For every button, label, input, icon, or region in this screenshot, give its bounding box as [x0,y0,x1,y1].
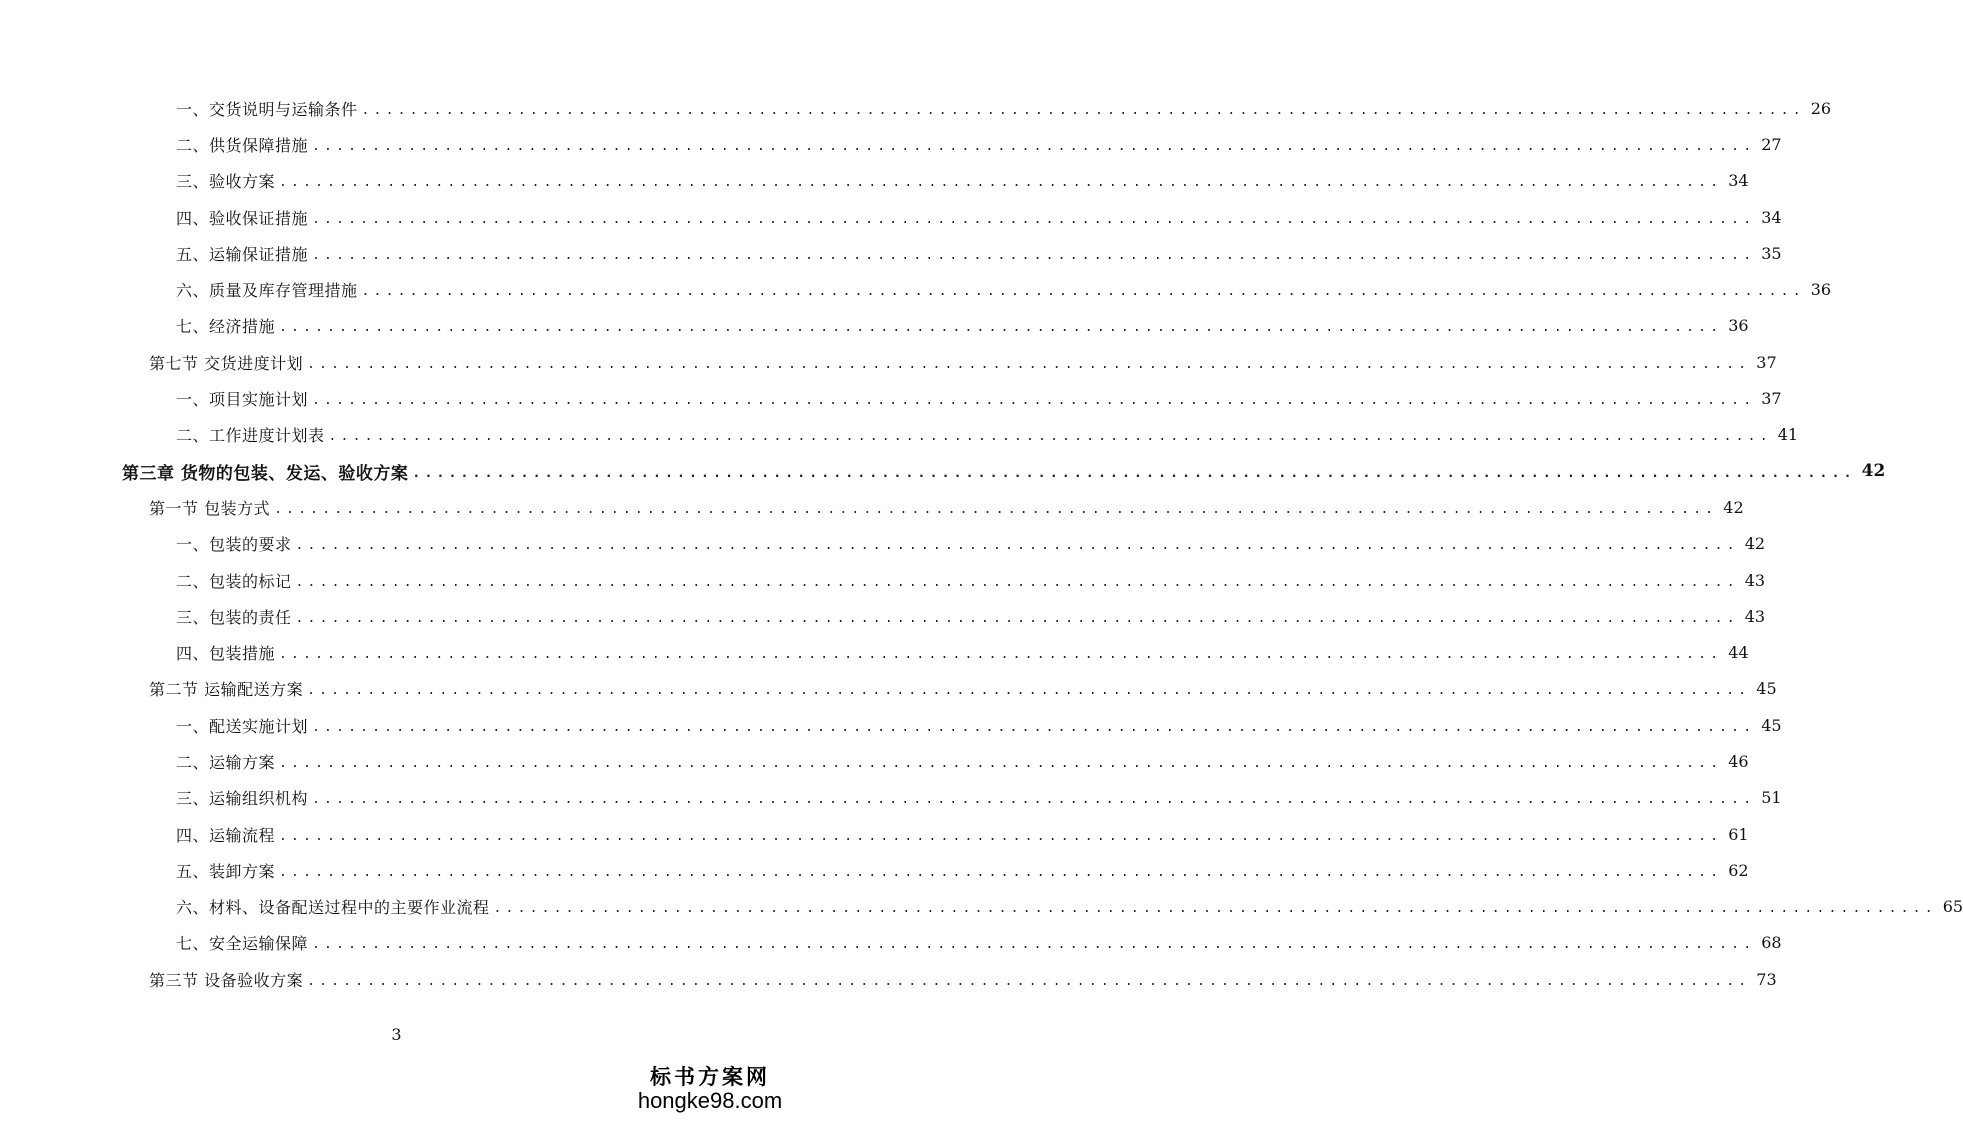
toc-dot-leader: ........................................................................................................................ [312,211,1756,227]
toc-entry-page: 34 [1728,171,1749,191]
toc-dot-leader: ........................................................................................................................ [412,465,1856,481]
toc-entry[interactable] [0,489,1744,525]
toc-entry[interactable] [0,90,1832,126]
toc-entry[interactable] [0,743,1749,779]
toc-dot-leader: ........................................................................................................................ [312,719,1756,735]
toc-entry[interactable] [0,780,1782,816]
toc-entry-title: 四、包装措施 [176,644,276,664]
toc-entry-title: 第一节 包装方式 [149,498,271,518]
toc-dot-leader: ........................................................................................................................ [279,647,1723,663]
toc-dot-leader: ........................................................................................................................ [295,610,1739,626]
toc-dot-leader: ........................................................................................................................ [279,828,1723,844]
toc-entry-title: 三、运输组织机构 [176,789,309,809]
toc-entry-title: 三、包装的责任 [176,607,292,627]
toc-dot-leader: ........................................................................................................................ [307,973,1751,989]
toc-entry-title: 第三节 设备验收方案 [149,970,304,990]
toc-entry-title: 二、供货保障措施 [176,135,309,155]
toc-dot-leader: ........................................................................................................................ [312,792,1756,808]
toc-entry[interactable] [0,163,1749,199]
toc-entry-page: 61 [1728,824,1749,844]
toc-entry[interactable] [0,235,1782,271]
toc-entry-title: 四、运输流程 [176,825,276,845]
toc-entry[interactable] [0,852,1749,888]
table-of-contents [0,90,1963,997]
toc-dot-leader: ........................................................................................................................ [279,864,1723,880]
toc-entry-page: 34 [1761,207,1782,227]
toc-entry-title: 六、材料、设备配送过程中的主要作业流程 [176,898,490,918]
toc-entry-title: 二、工作进度计划表 [176,426,325,446]
toc-entry[interactable] [0,707,1782,743]
toc-entry[interactable] [0,562,1766,598]
toc-dot-leader: ........................................................................................................................ [312,393,1756,409]
toc-entry-title: 七、经济措施 [176,317,276,337]
toc-entry-page: 45 [1756,679,1777,699]
toc-dot-leader: ........................................................................................................................ [307,356,1751,372]
toc-entry-page: 51 [1761,788,1782,808]
toc-entry[interactable] [0,634,1749,670]
toc-dot-leader: ........................................................................................................................ [312,937,1756,953]
toc-dot-leader: ........................................................................................................................ [361,284,1805,300]
toc-dot-leader: ........................................................................................................................ [295,538,1739,554]
toc-dot-leader: ........................................................................................................................ [307,683,1751,699]
toc-entry[interactable] [0,380,1782,416]
toc-entry-page: 45 [1761,715,1782,735]
toc-entry-page: 26 [1810,98,1832,118]
toc-entry-page: 37 [1761,389,1782,409]
toc-entry-page: 27 [1761,134,1782,154]
toc-entry-page: 68 [1761,933,1782,953]
toc-entry-title: 一、包装的要求 [176,535,292,555]
toc-entry-page: 46 [1728,751,1749,771]
toc-entry[interactable] [0,126,1782,162]
toc-dot-leader: ........................................................................................................................ [493,901,1937,917]
watermark-logo [635,1067,785,1112]
toc-dot-leader: ........................................................................................................................ [295,574,1739,590]
toc-dot-leader: ........................................................................................................................ [312,247,1756,263]
toc-entry-title: 六、质量及库存管理措施 [176,281,358,301]
toc-dot-leader: ........................................................................................................................ [279,175,1723,191]
toc-dot-leader: ........................................................................................................................ [361,102,1805,118]
toc-entry[interactable] [0,889,1963,925]
toc-dot-leader: ........................................................................................................................ [328,429,1772,445]
toc-entry-page: 42 [1744,534,1766,554]
toc-dot-leader: ........................................................................................................................ [279,755,1723,771]
toc-entry[interactable] [0,961,1777,997]
toc-entry-page: 37 [1756,352,1777,372]
toc-entry-title: 三、验收方案 [176,172,276,192]
toc-entry-page: 62 [1728,860,1749,880]
toc-entry[interactable] [0,271,1832,307]
toc-entry-page: 36 [1728,316,1749,336]
toc-entry-title: 二、包装的标记 [176,571,292,591]
page-number: 3 [391,1025,402,1044]
toc-dot-leader: ........................................................................................................................ [279,320,1723,336]
toc-entry[interactable] [0,453,1886,489]
toc-entry[interactable] [0,308,1749,344]
toc-entry-page: 43 [1744,606,1766,626]
toc-entry[interactable] [0,417,1799,453]
toc-dot-leader: ........................................................................................................................ [274,501,1718,517]
toc-entry-title: 四、验收保证措施 [176,208,309,228]
toc-entry-page: 43 [1744,570,1766,590]
toc-dot-leader: ........................................................................................................................ [312,138,1756,154]
watermark-url: hongke98.com [637,1088,783,1113]
toc-entry-title: 第二节 运输配送方案 [149,680,304,700]
toc-entry-title: 五、装卸方案 [176,861,276,881]
toc-entry-page: 35 [1761,243,1782,263]
toc-entry-page: 73 [1756,969,1777,989]
toc-entry-page: 44 [1728,643,1749,663]
toc-entry-page: 65 [1942,897,1963,917]
toc-entry-page: 42 [1861,461,1886,482]
toc-entry-title: 二、运输方案 [176,752,276,772]
toc-entry-title: 一、项目实施计划 [176,390,309,410]
toc-entry[interactable] [0,816,1749,852]
toc-entry-title: 七、安全运输保障 [176,934,309,954]
toc-entry[interactable] [0,526,1766,562]
toc-entry[interactable] [0,344,1777,380]
toc-entry-title: 五、运输保证措施 [176,244,309,264]
toc-entry-title: 一、交货说明与运输条件 [176,99,358,119]
toc-entry-title: 第七节 交货进度计划 [149,353,304,373]
toc-entry-title: 一、配送实施计划 [176,716,309,736]
toc-entry[interactable] [0,671,1777,707]
toc-entry[interactable] [0,598,1766,634]
toc-entry-title: 第三章 货物的包装、发运、验收方案 [122,463,409,484]
toc-entry-page: 36 [1810,280,1832,300]
watermark-title: 标书方案网 [650,1065,770,1089]
toc-entry-page: 42 [1723,497,1744,517]
toc-entry[interactable] [0,925,1782,961]
toc-entry[interactable] [0,199,1782,235]
toc-entry-page: 41 [1777,425,1799,445]
